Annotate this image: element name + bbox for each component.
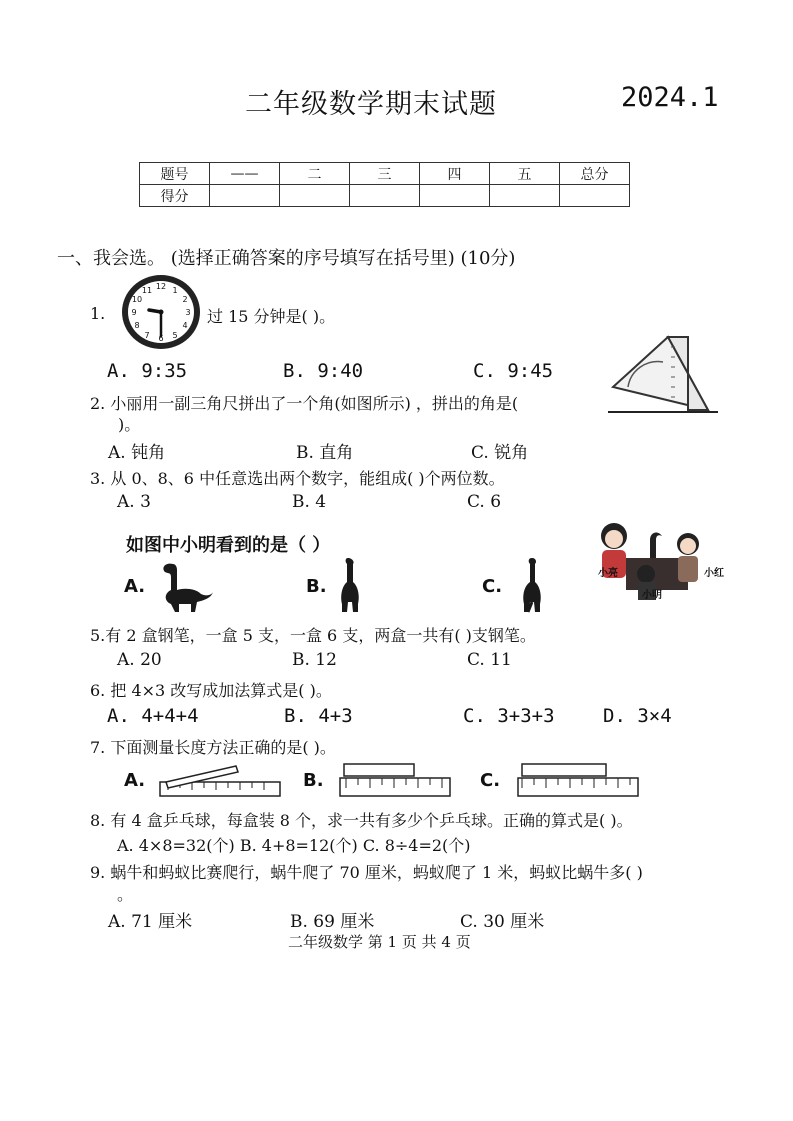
q5-option-b[interactable]: B. 12	[292, 650, 337, 670]
question-3-text: 3. 从 0、8、6 中任意选出两个数字，能组成( )个两位数。	[90, 469, 505, 488]
question-7-text: 7. 下面测量长度方法正确的是( )。	[90, 738, 336, 757]
q2-option-a[interactable]: A. 钝角	[108, 443, 166, 463]
q9-option-a[interactable]: A. 71 厘米	[108, 912, 193, 932]
label-xiaoming: 小明	[642, 590, 662, 601]
table-cell: 五	[490, 163, 560, 185]
question-1-text: 过 15 分钟是( )。	[207, 307, 336, 326]
question-6-text: 6. 把 4×3 改写成加法算式是( )。	[90, 681, 332, 700]
q1-option-a[interactable]: A. 9:35	[107, 360, 188, 382]
q3-option-b[interactable]: B. 4	[292, 492, 327, 512]
score-input-cell[interactable]	[420, 185, 490, 207]
exam-date: 2024.1	[621, 82, 719, 113]
q8-options[interactable]: A. 4×8=32(个) B. 4+8=12(个) C. 8÷4=2(个)	[117, 836, 471, 855]
page-footer: 二年级数学 第 1 页 共 4 页	[288, 933, 471, 951]
score-input-cell[interactable]	[350, 185, 420, 207]
q6-option-c[interactable]: C. 3+3+3	[463, 705, 555, 727]
q3-option-c[interactable]: C. 6	[467, 492, 502, 512]
table-cell: 总分	[560, 163, 630, 185]
q5-option-c[interactable]: C. 11	[467, 650, 512, 670]
score-table-header-row	[140, 163, 630, 185]
q2-option-b[interactable]: B. 直角	[296, 443, 354, 463]
question-9-text-cont: 。	[117, 885, 134, 904]
table-cell: 三	[350, 163, 420, 185]
table-cell: 得分	[140, 185, 210, 207]
dinosaur-side-view-image[interactable]	[155, 558, 217, 614]
clock-icon	[120, 273, 202, 351]
score-input-cell[interactable]	[560, 185, 630, 207]
q7-option-a[interactable]: A.	[124, 770, 146, 791]
ruler-tilted-measure-image[interactable]	[158, 760, 282, 800]
table-cell: ——	[210, 163, 280, 185]
clock-number: 11	[141, 286, 153, 295]
label-xiaoliang: 小亮	[598, 568, 618, 579]
score-input-cell[interactable]	[210, 185, 280, 207]
score-input-cell[interactable]	[280, 185, 350, 207]
q1-option-b[interactable]: B. 9:40	[283, 360, 364, 382]
q6-option-d[interactable]: D. 3×4	[603, 705, 672, 727]
q7-option-c[interactable]: C.	[480, 770, 501, 791]
score-table-score-row	[140, 185, 630, 207]
clock-number: 2	[182, 295, 188, 304]
ruler-correct-measure-image[interactable]	[516, 760, 642, 800]
clock-number: 1	[172, 286, 178, 295]
clock-number: 12	[155, 282, 167, 291]
clock-number: 3	[185, 308, 191, 317]
question-5-text: 5.有 2 盒钢笔，一盒 5 支，一盒 6 支，两盒一共有( )支钢笔。	[90, 626, 536, 645]
clock-number: 7	[144, 331, 150, 340]
clock-number: 8	[134, 321, 140, 330]
observers-scene-image	[598, 514, 728, 604]
clock-number: 4	[182, 321, 188, 330]
triangle-rulers-image	[608, 332, 723, 414]
dinosaur-back-view-image[interactable]	[516, 556, 546, 614]
clock-number: 5	[172, 331, 178, 340]
score-input-cell[interactable]	[490, 185, 560, 207]
question-2-text: 2. 小丽用一副三角尺拼出了一个角(如图所示) ，拼出的角是(	[90, 394, 519, 413]
question-1-number: 1.	[90, 304, 106, 323]
ruler-offset-measure-image[interactable]	[338, 760, 454, 800]
page-title: 二年级数学期末试题	[245, 89, 497, 120]
score-table	[139, 162, 630, 207]
dinosaur-front-view-image[interactable]	[336, 556, 364, 614]
q9-option-b[interactable]: B. 69 厘米	[290, 912, 375, 932]
clock-number: 9	[131, 308, 137, 317]
table-cell: 二	[280, 163, 350, 185]
table-cell: 四	[420, 163, 490, 185]
q4-option-b[interactable]: B.	[306, 576, 327, 597]
q1-option-c[interactable]: C. 9:45	[473, 360, 554, 382]
q5-option-a[interactable]: A. 20	[117, 650, 162, 670]
label-xiaohong: 小红	[704, 568, 724, 579]
clock-number: 10	[131, 295, 143, 304]
q7-option-b[interactable]: B.	[303, 770, 324, 791]
clock-number: 6	[158, 334, 164, 343]
q6-option-b[interactable]: B. 4+3	[284, 705, 353, 727]
question-8-text: 8. 有 4 盒乒乓球，每盒装 8 个，求一共有多少个乒乓球。正确的算式是( )。	[90, 811, 633, 830]
question-2-text-cont: )。	[118, 415, 141, 434]
q2-option-c[interactable]: C. 锐角	[471, 443, 529, 463]
q4-option-c[interactable]: C.	[482, 576, 503, 597]
question-4-text: 如图中小明看到的是（ ）	[126, 535, 331, 556]
q3-option-a[interactable]: A. 3	[117, 492, 151, 512]
q9-option-c[interactable]: C. 30 厘米	[460, 912, 545, 932]
section-heading: 一、我会选。 (选择正确答案的序号填写在括号里) (10分)	[57, 248, 516, 269]
table-cell: 题号	[140, 163, 210, 185]
question-9-text: 9. 蜗牛和蚂蚁比赛爬行，蜗牛爬了 70 厘米，蚂蚁爬了 1 米，蚂蚁比蜗牛多( )	[90, 863, 643, 882]
q4-option-a[interactable]: A.	[124, 576, 146, 597]
q6-option-a[interactable]: A. 4+4+4	[107, 705, 199, 727]
